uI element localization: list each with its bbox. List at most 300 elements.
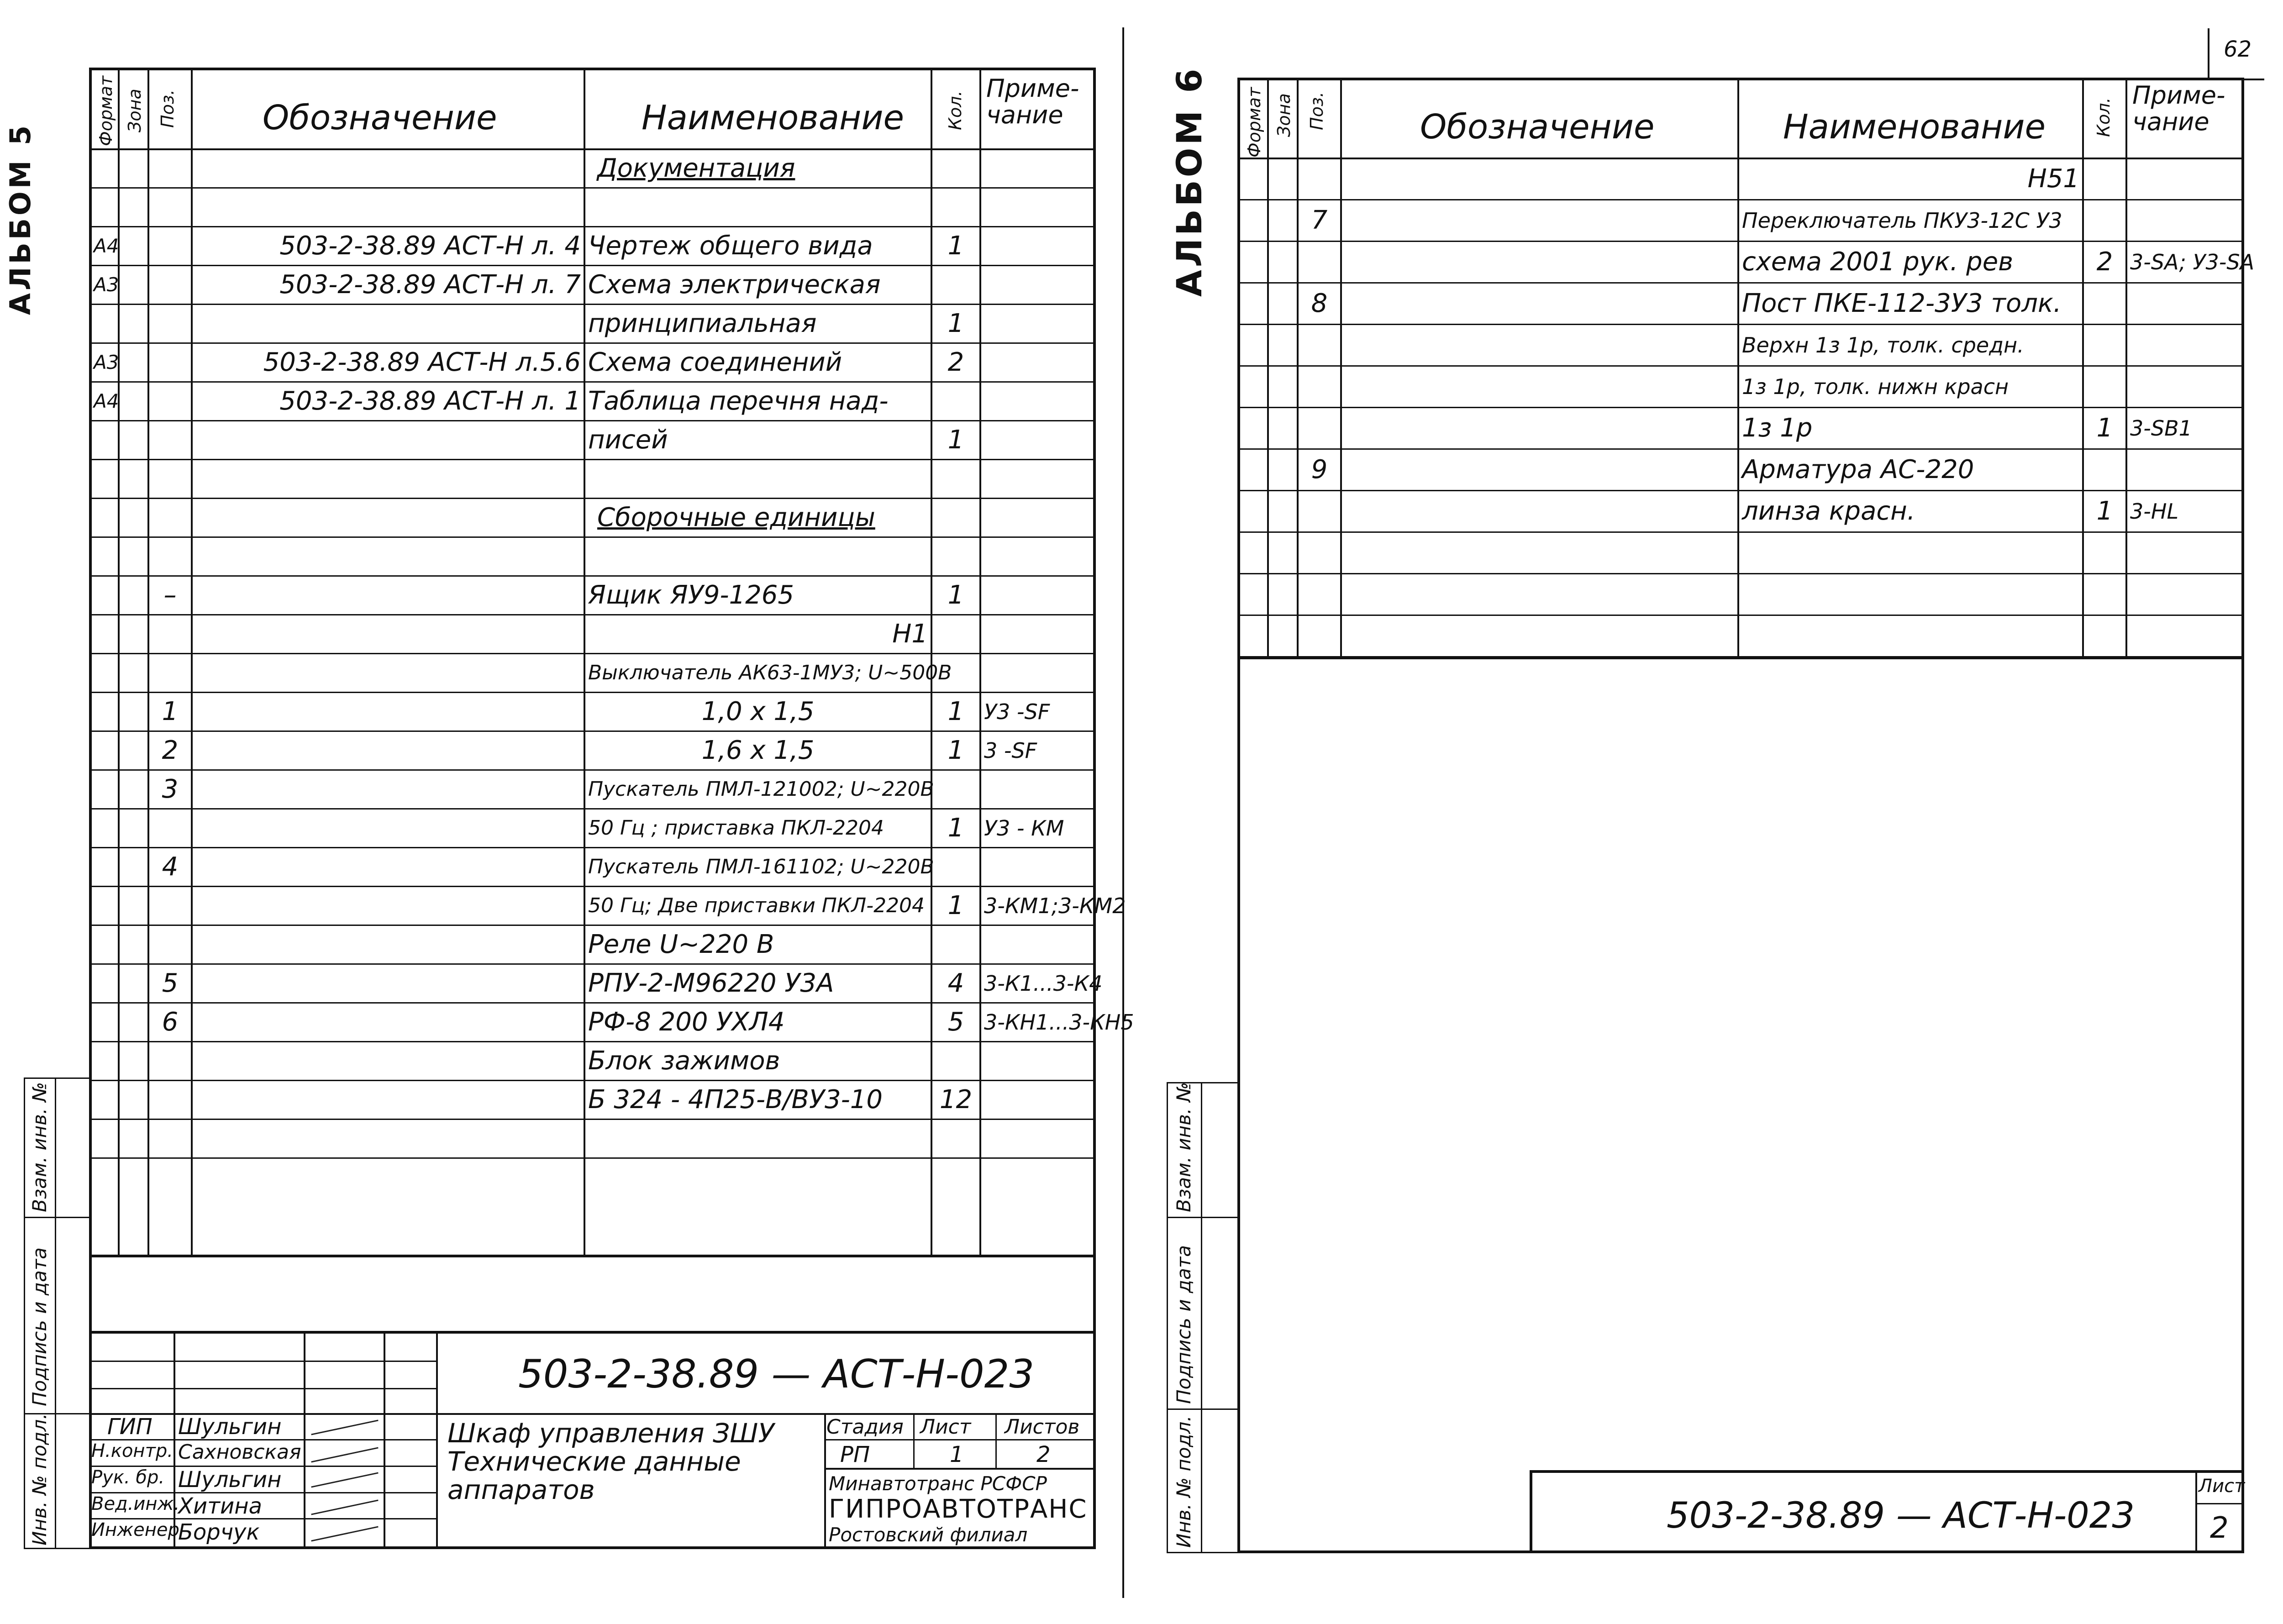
row-rule [89, 886, 1096, 887]
left-row-des: 503-2-38.89 АСТ-Н л. 7 [279, 270, 581, 300]
left-row-des [195, 849, 585, 885]
right-row-note [2130, 450, 2241, 489]
left-row-name: Документация [597, 153, 795, 183]
tb-line [2195, 1470, 2197, 1553]
left-sheets: 2 [1036, 1442, 1051, 1467]
left-row-name: Реле U~220 В [588, 930, 774, 959]
left-row-fmt [94, 499, 115, 536]
row-rule [89, 769, 1096, 771]
tb-line [995, 1413, 997, 1468]
right-hdr-note-2: чание [2132, 107, 2209, 136]
left-album-label: АЛЬБОМ 5 [4, 122, 37, 315]
left-row-qty [935, 1120, 977, 1156]
right-row-qty: 2 [2096, 247, 2113, 277]
row-rule [1237, 199, 2244, 200]
left-row-des [195, 305, 585, 342]
left-row-pos: 3 [162, 774, 179, 804]
left-hdr-zone: Зона [125, 89, 145, 132]
title-block-top-rule [89, 1331, 1096, 1334]
left-row-note [984, 538, 1093, 574]
left-sheets-label: Листов [1005, 1415, 1080, 1439]
left-stage: РП [840, 1442, 870, 1467]
left-row-note: У3 -SF [984, 699, 1050, 724]
left-row-name: 50 Гц ; приставка ПКЛ-2204 [588, 816, 884, 840]
right-hdr-note-1: Приме- [2132, 81, 2225, 110]
left-hdr-note-1: Приме- [986, 74, 1079, 103]
row-rule [1237, 531, 2244, 533]
table-bottom-rule [1237, 657, 2244, 659]
left-row-name: Б 324 - 4П25-В/ВУ3-10 [588, 1085, 883, 1114]
left-row-note: 3-К1...3-К4 [984, 971, 1103, 996]
left-row-des [195, 422, 585, 458]
left-row-fmt [94, 189, 115, 225]
right-row-name [1742, 533, 2079, 572]
col-line [1267, 78, 1269, 657]
left-role-3: Рук. бр. [91, 1467, 165, 1488]
right-hdr-pos: Поз. [1307, 91, 1327, 130]
left-org [829, 1471, 1088, 1548]
left-name-5: Борчук [178, 1519, 260, 1545]
left-row-pos [152, 189, 188, 225]
tb-line [89, 1388, 436, 1389]
col-line [979, 68, 981, 1255]
left-role-2: Н.контр. [91, 1440, 173, 1461]
left-row-des [195, 499, 585, 536]
row-rule [89, 963, 1096, 965]
right-row-qty: 1 [2096, 413, 2113, 443]
right-row-pos [1301, 492, 1337, 531]
left-hdr-qty: Кол. [945, 90, 965, 130]
right-row-note: 3-НL [2130, 499, 2179, 524]
right-row-qty [2087, 450, 2123, 489]
left-sheet: 1 [950, 1442, 964, 1467]
col-line [147, 68, 149, 1255]
left-row-name: писей [588, 425, 668, 455]
left-row-des [195, 577, 585, 613]
left-hdr-name: Наименование [642, 98, 905, 137]
right-corner-number: 62 [2224, 37, 2252, 62]
left-row-note [984, 461, 1093, 497]
left-row-qty: 1 [947, 736, 964, 765]
left-row-note [984, 150, 1093, 186]
left-row-qty [935, 461, 977, 497]
left-row-note [984, 849, 1093, 885]
left-row-name [588, 189, 928, 225]
left-row-des [195, 1004, 585, 1040]
left-row-fmt: А3 [94, 351, 119, 373]
col-line [2125, 78, 2127, 657]
left-row-qty [935, 771, 977, 807]
right-row-note: 3-SA; У3-SA [2130, 249, 2255, 274]
right-row-qty [2087, 533, 2123, 572]
right-row-name [1742, 575, 2079, 614]
right-sheet-number: 2 [2210, 1511, 2229, 1545]
left-row-name: Выключатель АК63-1МУ3; U~500В [588, 661, 952, 684]
left-row-des [195, 694, 585, 730]
row-rule [89, 342, 1096, 344]
left-row-fmt [94, 1082, 115, 1118]
left-row-name: Блок зажимов [588, 1046, 780, 1076]
left-row-des [195, 771, 585, 807]
left-row-qty [935, 383, 977, 419]
left-row-fmt [94, 771, 115, 807]
left-row-note [984, 1082, 1093, 1118]
row-rule [89, 1002, 1096, 1004]
tb-line [913, 1413, 915, 1468]
left-row-qty: 1 [947, 425, 964, 455]
left-row-note [984, 771, 1093, 807]
left-row-note [984, 1043, 1093, 1079]
left-row-note [984, 383, 1093, 419]
right-hdr-format: Формат [1244, 87, 1264, 158]
left-row-fmt [94, 1120, 115, 1156]
right-stamp-replace: Взам. инв. № [1173, 1082, 1195, 1212]
right-row-note [2130, 201, 2241, 240]
left-row-note [984, 422, 1093, 458]
right-album-label: АЛЬБОМ 6 [1169, 66, 1210, 297]
right-row-name [1742, 616, 2079, 655]
row-rule [89, 226, 1096, 227]
row-rule [89, 731, 1096, 732]
left-row-note [984, 655, 1093, 691]
left-row-pos [152, 499, 188, 536]
left-row-qty [935, 849, 977, 885]
stamp-divider [1167, 1409, 1239, 1410]
left-row-note [984, 267, 1093, 303]
left-row-note [984, 305, 1093, 342]
left-row-des: 503-2-38.89 АСТ-Н л.5.6 [263, 347, 581, 377]
left-row-pos [152, 810, 188, 846]
row-rule [89, 381, 1096, 383]
right-hdr-designation: Обозначение [1420, 107, 1655, 147]
left-row-fmt [94, 422, 115, 458]
left-row-fmt [94, 577, 115, 613]
row-rule [89, 265, 1096, 266]
left-row-des [195, 810, 585, 846]
right-row-name: 1з 1р [1742, 413, 1813, 443]
row-rule [89, 459, 1096, 460]
right-row-qty: 1 [2096, 496, 2113, 526]
row-rule [1237, 490, 2244, 491]
left-row-note [984, 189, 1093, 225]
left-row-pos [152, 655, 188, 691]
tb-line [824, 1439, 1096, 1440]
row-rule [89, 1041, 1096, 1042]
left-row-des [195, 150, 585, 186]
right-row-note [2130, 367, 2241, 406]
left-row-qty: 2 [947, 347, 964, 377]
tb-line [436, 1331, 438, 1549]
left-row-qty: 1 [947, 309, 964, 338]
right-doc-code: 503-2-38.89 — АСТ-Н-023 [1667, 1495, 2135, 1536]
left-row-name: принципиальная [588, 309, 817, 338]
right-row-note [2130, 326, 2241, 364]
left-row-name [588, 1120, 928, 1156]
left-row-pos [152, 538, 188, 574]
right-row-note [2130, 533, 2241, 572]
left-row-note: 3 -SF [984, 738, 1037, 763]
row-rule [89, 420, 1096, 421]
left-row-pos [152, 888, 188, 924]
right-stamp-sign: Подпись и дата [1173, 1245, 1195, 1404]
right-sheet-label: Лист [2199, 1476, 2245, 1497]
right-row-name: 1з 1р, толк. нижн красн [1742, 374, 2009, 399]
left-org-2: ГИПРОАВТОТРАНС [829, 1494, 1088, 1524]
right-row-pos: 7 [1311, 205, 1328, 235]
right-row-pos [1301, 159, 1337, 198]
left-row-note [984, 577, 1093, 613]
left-row-pos [152, 344, 188, 380]
left-row-note: У3 - КМ [984, 815, 1064, 841]
left-row-pos [152, 1043, 188, 1079]
left-row-des [195, 1120, 585, 1156]
right-row-pos [1301, 409, 1337, 447]
right-row-note [2130, 616, 2241, 655]
left-stamp-sign: Подпись и дата [28, 1247, 51, 1406]
right-row-qty [2087, 367, 2123, 406]
left-row-pos [152, 1082, 188, 1118]
left-row-name: 1,6 х 1,5 [701, 736, 815, 765]
left-row-des [195, 965, 585, 1001]
left-row-des [195, 926, 585, 962]
row-rule [89, 498, 1096, 499]
left-row-des [195, 888, 585, 924]
left-row-fmt: А4 [94, 235, 119, 257]
left-row-name: 1,0 х 1,5 [701, 697, 815, 726]
left-doc-code: 503-2-38.89 — АСТ-Н-023 [518, 1351, 1035, 1397]
left-row-fmt [94, 655, 115, 691]
left-row-note [984, 1120, 1093, 1156]
row-rule [89, 653, 1096, 654]
row-rule [89, 304, 1096, 305]
left-row-name [588, 461, 928, 497]
left-row-name: Схема электрическая [588, 270, 881, 300]
left-row-fmt [94, 849, 115, 885]
center-divider [1122, 27, 1124, 1598]
left-row-name: Схема соединений [588, 347, 842, 377]
left-name-1: Шульгин [178, 1414, 282, 1440]
right-row-note [2130, 159, 2241, 198]
left-row-name: Чертеж общего вида [588, 231, 873, 261]
left-row-fmt [94, 965, 115, 1001]
left-row-pos [152, 461, 188, 497]
left-row-qty: 5 [947, 1007, 964, 1037]
left-row-qty [935, 499, 977, 536]
left-row-pos [152, 383, 188, 419]
right-row-name: Пост ПКЕ-112-3У3 толк. [1742, 289, 2062, 318]
left-row-name: Сборочные единицы [597, 503, 875, 532]
table-bottom-rule [89, 1255, 1096, 1257]
left-stage-label: Стадия [826, 1415, 904, 1439]
row-rule [89, 692, 1096, 693]
left-row-note: 3-КМ1;3-КМ2 [984, 893, 1126, 918]
row-rule [1237, 324, 2244, 325]
right-row-name: Верхн 1з 1р, толк. средн. [1742, 332, 2024, 357]
left-row-fmt [94, 732, 115, 768]
row-rule [1237, 615, 2244, 616]
left-row-qty [935, 538, 977, 574]
left-row-des: 503-2-38.89 АСТ-Н л. 1 [279, 386, 581, 416]
left-row-fmt [94, 305, 115, 342]
left-hdr-designation: Обозначение [263, 98, 497, 137]
left-row-name: Пускатель ПМЛ-161102; U~220В [588, 855, 934, 878]
left-row-fmt [94, 1004, 115, 1040]
left-hdr-format: Формат [96, 75, 116, 146]
row-rule [1237, 573, 2244, 574]
right-row-pos: 9 [1311, 455, 1328, 484]
left-name-3: Шульгин [178, 1467, 282, 1493]
left-row-qty [935, 150, 977, 186]
left-row-pos [152, 1120, 188, 1156]
left-row-fmt: А4 [94, 390, 119, 412]
right-hdr-qty: Кол. [2094, 97, 2114, 137]
left-row-fmt [94, 694, 115, 730]
left-row-qty: 12 [939, 1085, 973, 1114]
right-row-pos: 8 [1311, 289, 1328, 318]
row-rule [89, 847, 1096, 848]
row-rule [89, 536, 1096, 538]
left-row-qty: 1 [947, 891, 964, 920]
left-title-line-2: Технические данные [447, 1446, 741, 1477]
left-row-name [588, 538, 928, 574]
right-row-note [2130, 284, 2241, 323]
right-row-note [2130, 575, 2241, 614]
left-row-qty [935, 655, 977, 691]
right-row-qty [2087, 575, 2123, 614]
left-row-pos: 2 [162, 736, 179, 765]
left-row-note [984, 926, 1093, 962]
tb-line [824, 1468, 1096, 1470]
left-sheet-label: Лист [920, 1415, 971, 1439]
left-row-pos [152, 267, 188, 303]
left-row-pos: – [163, 580, 177, 610]
right-row-qty [2087, 284, 2123, 323]
left-row-des [195, 1043, 585, 1079]
left-row-qty [935, 267, 977, 303]
row-rule [89, 925, 1096, 926]
left-row-fmt: А3 [94, 273, 119, 296]
row-rule [89, 187, 1096, 189]
right-row-pos [1301, 575, 1337, 614]
right-row-note: 3-SB1 [2130, 415, 2192, 441]
left-stamp-replace: Взам. инв. № [28, 1082, 51, 1212]
right-row-pos [1301, 367, 1337, 406]
left-row-des [195, 732, 585, 768]
left-row-qty: 1 [947, 813, 964, 843]
left-row-note [984, 616, 1093, 652]
right-row-name: Переключатель ПКУ3-12С У3 [1742, 208, 2062, 233]
left-row-des [195, 538, 585, 574]
row-rule [89, 1080, 1096, 1081]
left-row-note [984, 499, 1093, 536]
right-stamp-inv: Инв. № подл. [1173, 1415, 1195, 1548]
left-row-name: Н1 [892, 619, 928, 649]
left-row-pos: 4 [162, 852, 179, 882]
left-row-des [195, 1082, 585, 1118]
row-rule [1237, 241, 2244, 242]
left-row-fmt [94, 538, 115, 574]
right-row-pos [1301, 326, 1337, 364]
left-row-des: 503-2-38.89 АСТ-Н л. 4 [279, 231, 581, 261]
row-rule [1237, 448, 2244, 450]
col-line [1340, 78, 1342, 657]
left-row-fmt [94, 888, 115, 924]
left-row-qty: 1 [947, 580, 964, 610]
right-hdr-name: Наименование [1783, 107, 2046, 147]
left-row-qty [935, 1043, 977, 1079]
left-row-fmt [94, 810, 115, 846]
left-row-pos [152, 150, 188, 186]
left-row-qty: 1 [947, 231, 964, 261]
stamp-divider [1167, 1217, 1239, 1218]
left-row-name: РФ-8 200 УХЛ4 [588, 1007, 785, 1037]
left-hdr-pos: Поз. [158, 89, 178, 128]
row-rule [1237, 365, 2244, 367]
left-row-pos: 5 [162, 968, 179, 998]
right-row-name: Арматура АС-220 [1742, 455, 1974, 484]
left-row-pos [152, 422, 188, 458]
left-row-des [195, 461, 585, 497]
left-hdr-note-2: чание [986, 100, 1063, 129]
tb-line [824, 1413, 826, 1549]
stamp-divider [1201, 1082, 1202, 1553]
left-row-fmt [94, 926, 115, 962]
right-row-pos [1301, 242, 1337, 281]
right-row-qty [2087, 159, 2123, 198]
left-row-pos: 6 [162, 1007, 179, 1037]
left-row-fmt [94, 461, 115, 497]
left-row-name: РПУ-2-М96220 У3А [588, 968, 834, 998]
right-row-pos [1301, 616, 1337, 655]
left-hdr-note [986, 75, 1079, 128]
left-role-5: Инженер [91, 1519, 179, 1540]
row-rule [1237, 282, 2244, 284]
left-role-1: ГИП [107, 1414, 153, 1440]
left-title-line-1: Шкаф управления ЗШУ [447, 1418, 774, 1449]
left-org-3: Ростовский филиал [829, 1524, 1028, 1546]
left-name-4: Хитина [178, 1493, 263, 1519]
row-rule [89, 808, 1096, 809]
right-row-pos [1301, 533, 1337, 572]
left-org-1: Минавтотранс РСФСР [829, 1472, 1047, 1495]
left-row-pos [152, 228, 188, 264]
stamp-divider [55, 1077, 56, 1549]
left-row-qty: 4 [947, 968, 964, 998]
tb-line [89, 1361, 436, 1362]
left-row-qty [935, 189, 977, 225]
tb-line [2195, 1503, 2244, 1504]
left-row-name: Таблица перечня над- [588, 386, 889, 416]
left-row-fmt [94, 1043, 115, 1079]
row-rule [89, 1119, 1096, 1120]
left-stamp-inv: Инв. № подл. [28, 1413, 51, 1545]
left-row-note [984, 228, 1093, 264]
left-row-qty [935, 616, 977, 652]
right-hdr-note [2132, 82, 2225, 135]
right-hdr-zone: Зона [1274, 93, 1294, 137]
left-row-name: 50 Гц; Две приставки ПКЛ-2204 [588, 894, 925, 917]
left-name-2: Сахновская [178, 1440, 301, 1464]
right-row-name: Н51 [2027, 164, 2079, 194]
right-row-name: схема 2001 рук. рев [1742, 247, 2014, 277]
left-title-text [447, 1419, 774, 1504]
left-row-pos [152, 926, 188, 962]
left-row-name: Ящик ЯУ9-1265 [588, 580, 794, 610]
left-row-name: Пускатель ПМЛ-121002; U~220В [588, 778, 934, 801]
row-rule [1237, 407, 2244, 408]
row-rule [89, 575, 1096, 577]
stamp-divider [24, 1217, 90, 1218]
